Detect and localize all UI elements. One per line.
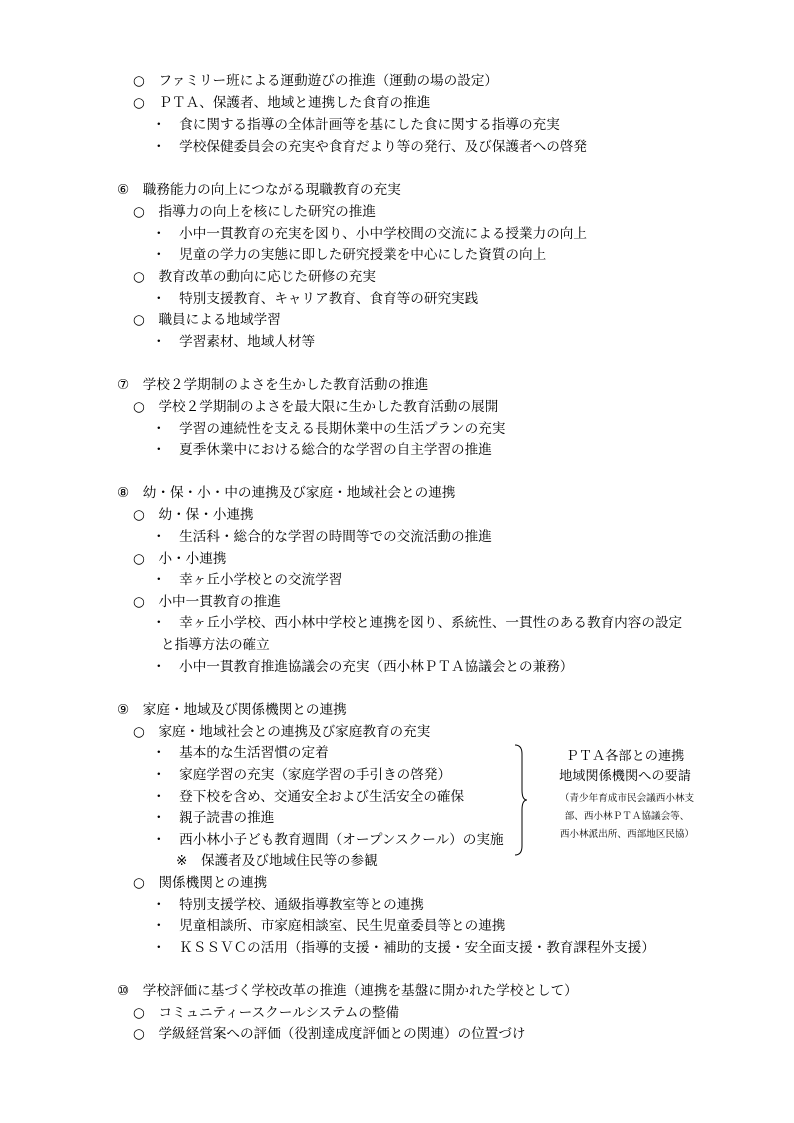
text-line: ○ 職員による地域学習 bbox=[133, 312, 281, 328]
text-line: ・ 基本的な生活習慣の定着 bbox=[152, 745, 329, 761]
text-line: ○ 家庭・地域社会との連携及び家庭教育の充実 bbox=[133, 724, 431, 740]
text-line: ・ 西小林小子ども教育週間（オープンスクール）の実施 bbox=[152, 832, 504, 848]
text-line: ・ 家庭学習の充実（家庭学習の手引きの啓発） bbox=[152, 767, 452, 783]
text-line: ・ 児童相談所、市家庭相談室、民生児童委員等との連携 bbox=[152, 918, 506, 934]
text-line: ・ 生活科・総合的な学習の時間等での交流活動の推進 bbox=[152, 529, 492, 545]
text-line: ・ 幸ヶ丘小学校、西小林中学校と連携を図り、系統性、一貫性のある教育内容の設定 bbox=[152, 615, 683, 631]
text-line: ・ 児童の学力の実態に即した研究授業を中心にした資質の向上 bbox=[152, 247, 547, 263]
side-note-line4: 部、西小林ＰＴＡ協議会等、 bbox=[564, 811, 690, 822]
right-brace bbox=[514, 744, 528, 856]
text-line: ・ 幸ヶ丘小学校との交流学習 bbox=[152, 572, 343, 588]
text-line: ⑨ 家庭・地域及び関係機関との連携 bbox=[117, 702, 347, 718]
text-line: ・ 学習素材、地域人材等 bbox=[152, 334, 316, 350]
text-line: ⑩ 学校評価に基づく学校改革の推進（連携を基盤に開かれた学校として） bbox=[117, 983, 578, 999]
text-line: ・ 食に関する指導の全体計画等を基にした食に関する指導の充実 bbox=[152, 117, 560, 133]
text-line: ・ 親子読書の推進 bbox=[152, 810, 275, 826]
text-line: ○ ＰＴＡ、保護者、地域と連携した食育の推進 bbox=[133, 95, 431, 111]
text-line: ○ 学校２学期制のよさを最大限に生かした教育活動の展開 bbox=[133, 399, 499, 415]
text-line: ・ 特別支援学校、通級指導教室等との連携 bbox=[152, 897, 424, 913]
text-line: ⑥ 職務能力の向上につながる現職教育の充実 bbox=[117, 182, 401, 198]
text-line: ・ 夏季休業中における総合的な学習の自主学習の推進 bbox=[152, 442, 492, 458]
text-line: ・ 小中一貫教育推進協議会の充実（西小林ＰＴＡ協議会との兼務） bbox=[152, 659, 574, 675]
text-line: ・ 学校保健委員会の充実や食育だより等の発行、及び保護者への啓発 bbox=[152, 139, 587, 155]
text-line: ○ 関係機関との連携 bbox=[133, 875, 268, 891]
side-note-line1: ＰＴＡ各部との連携 bbox=[565, 749, 685, 764]
text-line: ○ 教育改革の動向に応じた研修の充実 bbox=[133, 269, 376, 285]
text-line: ・ 小中一貫教育の充実を図り、小中学校間の交流による授業力の向上 bbox=[152, 226, 587, 242]
text-line: ○ 小中一貫教育の推進 bbox=[133, 594, 281, 610]
side-note-line2: 地域関係機関への要請 bbox=[559, 769, 691, 784]
text-line: ⑧ 幼・保・小・中の連携及び家庭・地域社会との連携 bbox=[117, 485, 456, 501]
text-line: ⑦ 学校２学期制のよさを生かした教育活動の推進 bbox=[117, 377, 429, 393]
text-line: ・ 特別支援教育、キャリア教育、食育等の研究実践 bbox=[152, 291, 479, 307]
text-line: ○ ファミリー班による運動遊びの推進（運動の場の設定） bbox=[133, 73, 499, 89]
text-line: ※ 保護者及び地域住民等の参観 bbox=[176, 853, 378, 869]
text-line: ○ 学級経営案への評価（役割達成度評価との関連）の位置づけ bbox=[133, 1026, 526, 1042]
side-note-line3: （青少年育成市民会議西小林支 bbox=[559, 793, 695, 804]
text-line: ○ 小・小連携 bbox=[133, 551, 227, 567]
text-line: ○ 幼・保・小連携 bbox=[133, 507, 254, 523]
text-line: ○ 指導力の向上を核にした研究の推進 bbox=[133, 204, 376, 220]
text-line: ・ ＫＳＳＶＣの活用（指導的支援・補助的支援・安全面支援・教育課程外支援） bbox=[152, 940, 655, 956]
text-line: ・ 登下校を含め、交通安全および生活安全の確保 bbox=[152, 789, 465, 805]
text-line: ・ 学習の連続性を支える長期休業中の生活プランの充実 bbox=[152, 421, 506, 437]
side-note-line5: 西小林派出所、西部地区民協） bbox=[559, 829, 695, 840]
text-line: と指導方法の確立 bbox=[161, 637, 270, 653]
text-line: ○ コミュニティースクールシステムの整備 bbox=[133, 1005, 400, 1021]
